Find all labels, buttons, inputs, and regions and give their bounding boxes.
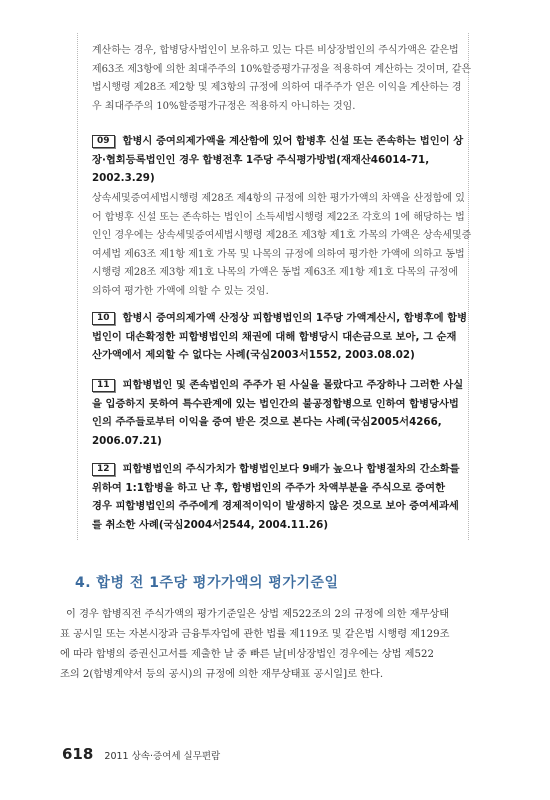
section-title: 4. 합병 전 1주당 평가가액의 평가기준일	[75, 575, 339, 591]
intro-line: 우 최대주주의 10%할증평가규정은 적용하지 아니하는 것임.	[92, 100, 356, 112]
case-10-heading: 10 합병시 증여의제가액 산정상 피합병법인의 1주당 가액계산시, 합병후에 합병 법인이 대손확정한 피합병법인의 채권에 대해 합병당시 대손금으로 보아, 그 순재 산가액에서 제외할 수 없다는 사례(국심2003서1552, 2003.08.02)	[92, 312, 468, 361]
case-12-badge: 12	[92, 463, 115, 476]
case-11-badge: 11	[92, 379, 115, 392]
intro-line: 제63조 제3항에 의한 최대주주의 10%할증평가규정을 적용하여 계산하는 것이며, 같은	[92, 63, 472, 75]
section-body: 이 경우 합병직전 주식가액의 평가기준일은 상법 제522조의 2의 규정에 의한 재무상태 표 공시일 또는 자본시장과 금융투자업에 관한 법률 제119조 및 같은법 시행령 제129조 에 따라 합병의 증권신고서를 제출한 날 중 빠른 날[비상장법인 경우에는 상법 제522 조의 2(합병계약서 등의 공시)의 규정에 의한 재무상태표 공시일]로 한다.	[60, 609, 450, 680]
case-09-badge: 09	[92, 135, 115, 148]
case-10-badge: 10	[92, 312, 115, 325]
case-09-body: 상속세및증여세법시행령 제28조 제4항의 규정에 의한 평가가액의 차액을 산정함에 있 어 합병후 신설 또는 존속하는 법인이 소득세법시행령 제22조 각호의 1에 해당하는 법 인인 경우에는 상속세및증여세법시행령 제28조 제3항 제1호 가목의 가액은 상속세및증 여세법 제63조 제1항 제1호 가목 및 나목의 규정에 의하여 평가한 가액에 의하고 동법 시행령 제28조 제3항 제1호 나목의 가액은 동법 제63조 제1항 제1호 다목의 규정에 의하여 평가한 가액에 의할 수 있는 것임.	[92, 193, 472, 297]
page-footer	[62, 744, 220, 763]
case-12-heading: 12 피합병법인의 주식가치가 합병법인보다 9배가 높으나 합병절차의 간소화를 위하여 1:1합병을 하고 난 후, 합병법인의 주주가 차액부분을 주식으로 증여한 경우 피합병법인의 주주에게 경제적이익이 발생하지 않은 것으로 보아 증여세과세 를 취소한 사례(국심2004서2544, 2004.11.26)	[92, 463, 460, 531]
intro-line: 계산하는 경우, 합병당사법인이 보유하고 있는 다른 비상장법인의 주식가액은 같은법	[92, 45, 459, 56]
page-number: 618	[62, 745, 94, 763]
case-11-heading: 11 피합병법인 및 존속법인의 주주가 된 사실을 몰랐다고 주장하나 그러한 사실 을 입증하지 못하여 특수관계에 있는 법인간의 불공정합병으로 인하여 합병당사법 인의 주주들로부터 이익을 증여 받은 것으로 본다는 사례(국심2005서4266, 2006.07.21)	[92, 379, 464, 447]
intro-paragraph	[92, 42, 472, 116]
intro-line: 법시행령 제28조 제2항 및 제3항의 규정에 의하여 대주주가 얻은 이익을 계산하는 경	[92, 82, 462, 93]
book-title: 2011 상속·증여세 실무편람	[104, 751, 221, 762]
case-09-heading: 09 합병시 증여의제가액을 계산함에 있어 합병후 신설 또는 존속하는 법인이 상 장·협회등록법인인 경우 합병전후 1주당 주식평가방법(재재산46014-71, 2002.3.29)	[92, 135, 464, 184]
